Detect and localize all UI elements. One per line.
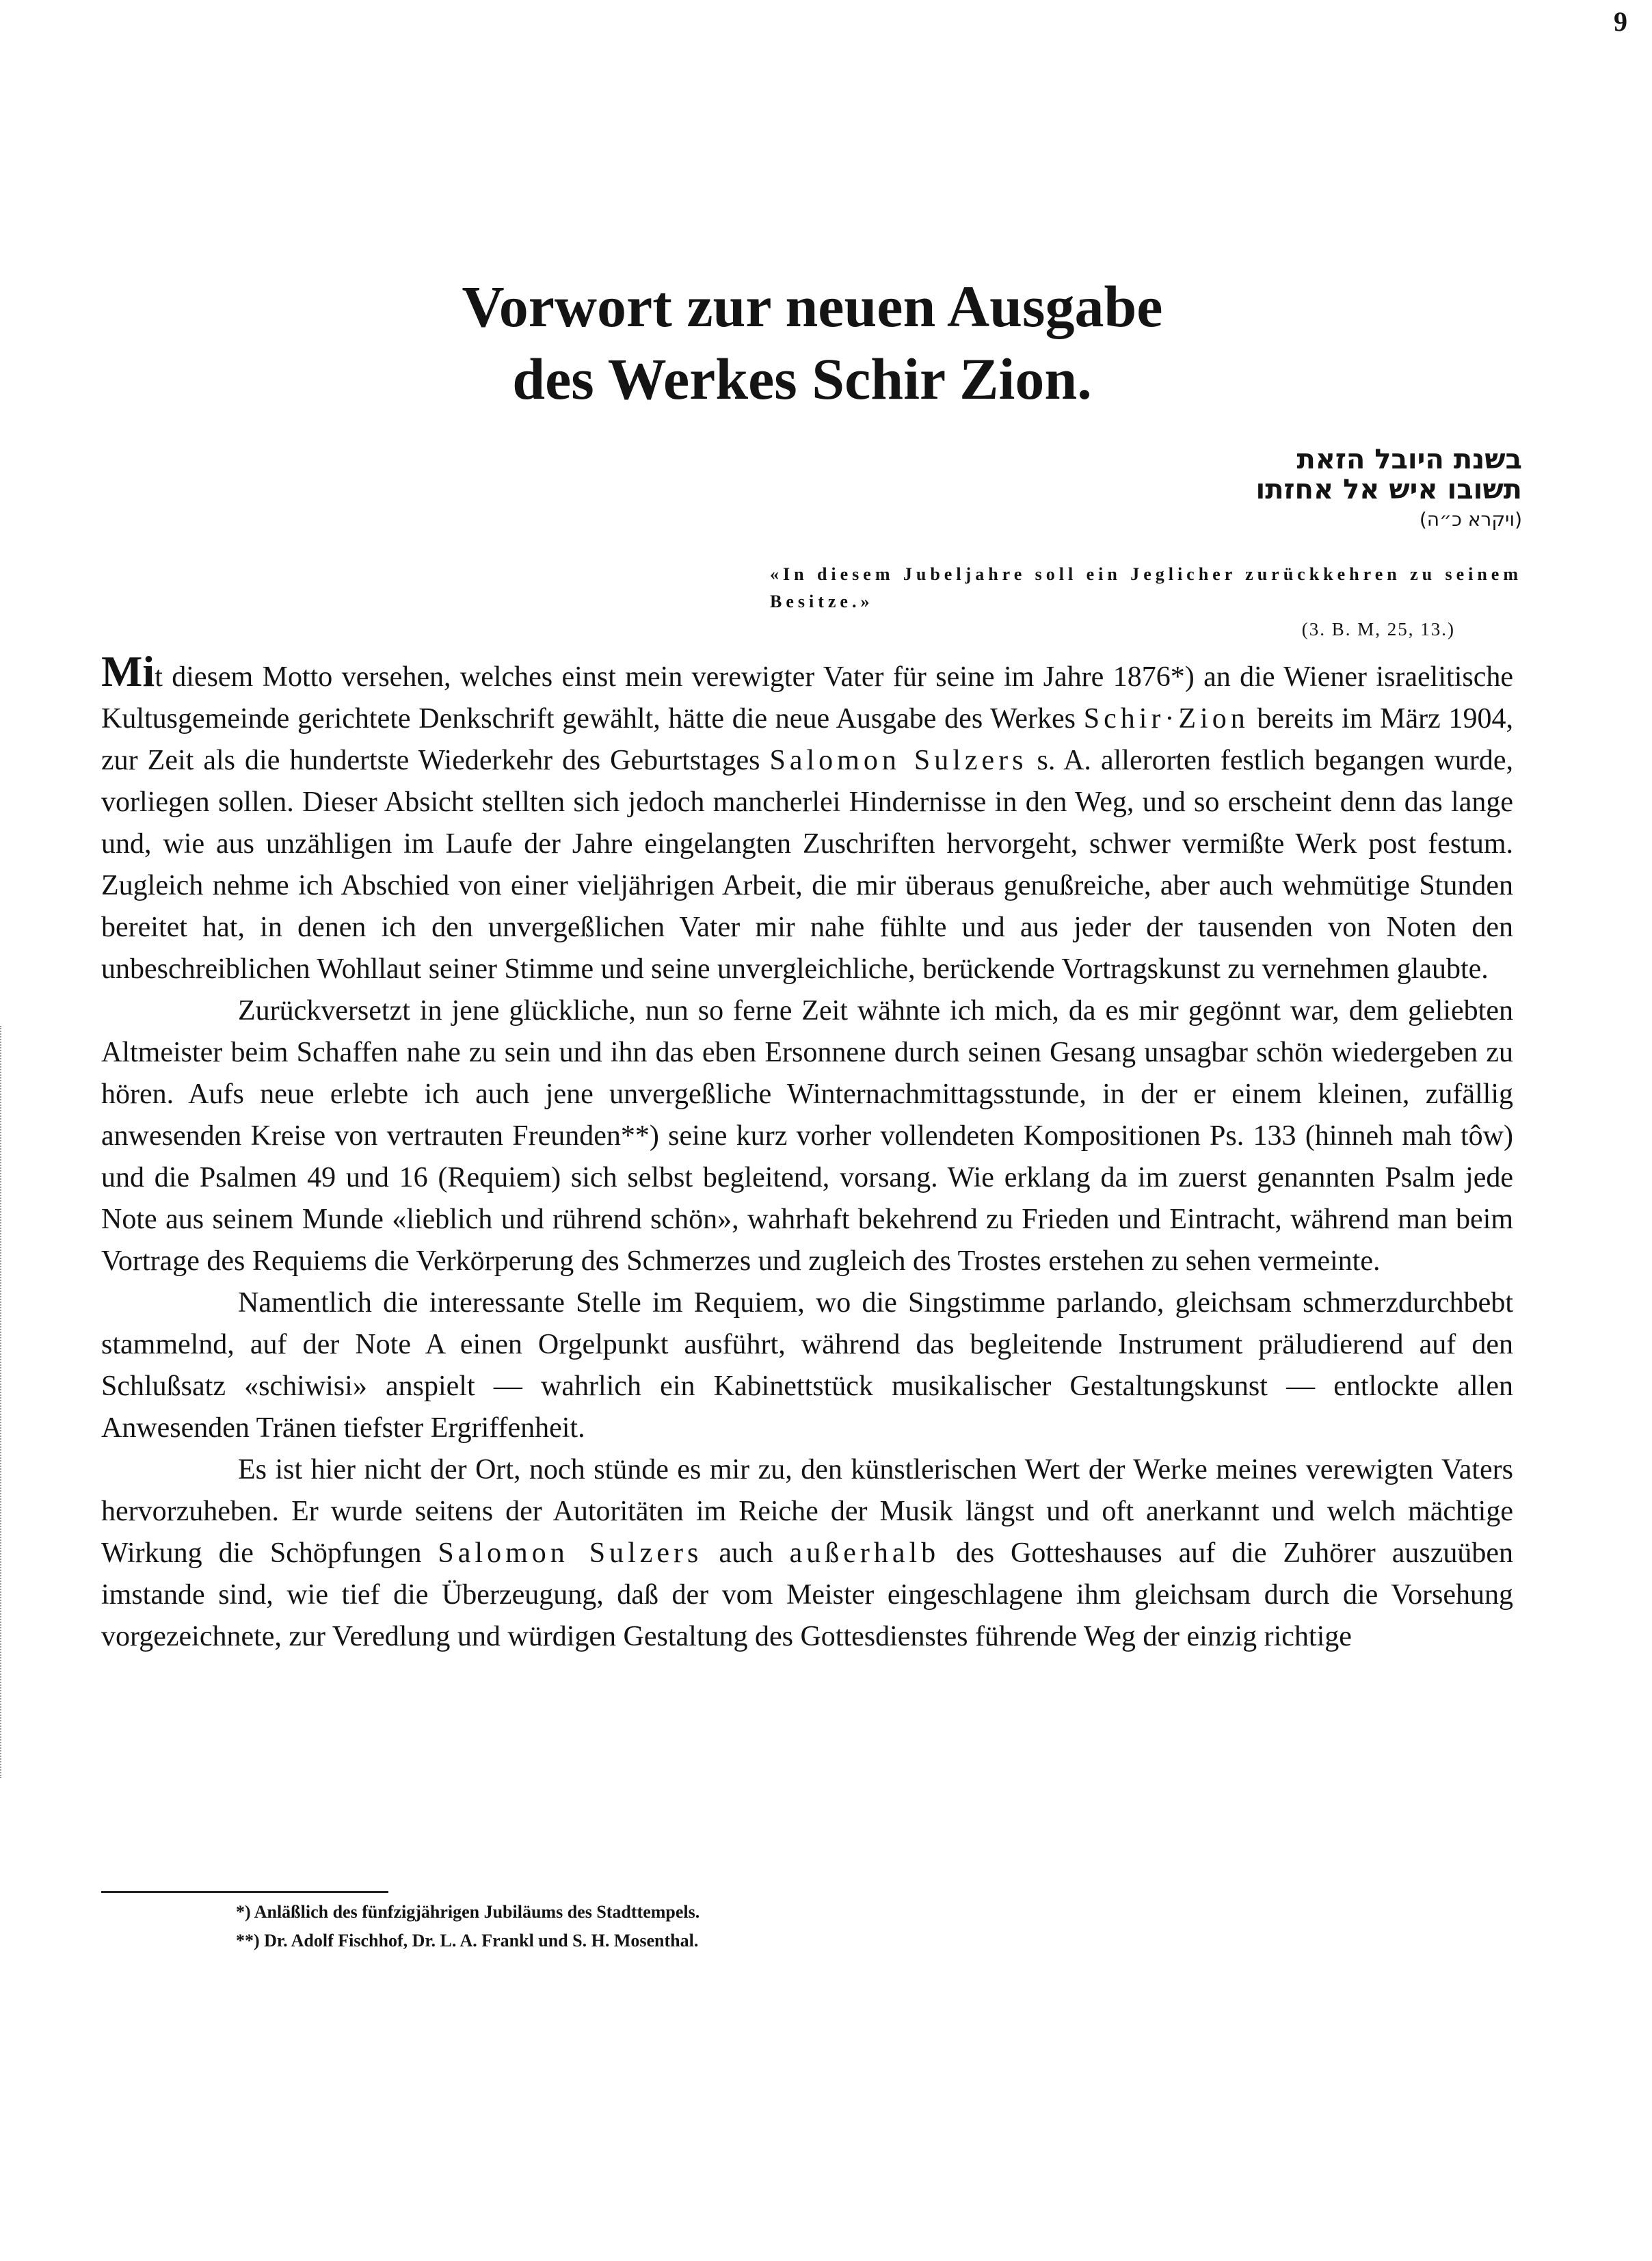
paragraph-3: Namentlich die interessante Stelle im Requiem, wo die Singstimme parlando, gleichsam schmerzdurchbebt stammelnd, auf der Note A einen Orgelpunkt ausführt, während das begleitende Instrument präludierend auf den Schlußsatz «schiwisi» anspielt — wahrlich ein Kabinettstück musikalischer Gestaltungskunst — entlockte allen Anwesenden Tränen tiefster Ergriffenheit.: [101, 1287, 1513, 1444]
page-number: 9: [1614, 6, 1627, 37]
footnote-1: *) Anläßlich des fünfzigjährigen Jubiläums des Stadttempels.: [236, 1902, 700, 1922]
paragraph-2: Zurückversetzt in jene glückliche, nun so ferne Zeit wähnte ich mich, da es mir gegönnt war, dem geliebten Altmeister beim Schaffen nahe zu sein und ihn das eben Ersonnene durch seinen Gesang unsagbar schön wiedergeben zu hören. Aufs neue erlebte ich auch jene unvergeßliche Winternachmittagsstunde, in der er einem kleinen, zufällig anwesenden Kreise von vertrauten Freunden**) seine kurz vorher vollendeten Kompositionen Ps. 133 (hinneh mah tôw) und die Psalmen 49 und 16 (Requiem) sich selbst begleitend, vorsang. Wie erklang da im zuerst genannten Psalm jede Note aus seinem Munde «lieblich und rührend schön», wahrhaft bekehrend zu Frieden und Eintracht, während man beim Vortrage des Requiems die Verkörperung des Schmerzes und zugleich des Trostes erstehen zu sehen vermeinte.: [101, 995, 1513, 1277]
paragraph-1-text-a: t diesem Motto versehen, welches einst mein verewigter Vater für seine im Jahre 1876*) an die Wiener israelitische Kultusgemeinde gerichtete Denkschrift gewählt, hätte die neue Ausgabe des Werkes: [101, 661, 1513, 735]
paragraph-1-text-c: s. A. allerorten festlich begangen wurde, vorliegen sollen. Dieser Absicht stellten sich jedoch mancherlei Hindernisse in den Weg, und so erscheint denn das lange und, wie aus unzähligen im Laufe der Jahre eingelangten Zuschriften hervorgeht, schwer vermißte Werk post festum. Zugleich nehme ich Abschied von einer vieljährigen Arbeit, die mir überaus genußreiche, aber auch wehmütige Stunden bereitet hat, in denen ich den unvergeßlichen Vater mir nahe fühlte und aus jeder der tausenden von Noten den unbeschreiblichen Wohllaut seiner Stimme und seine unvergleichliche, berückende Vortragskunst zu vernehmen glaubte.: [101, 745, 1513, 985]
composer-name: Salomon Sulzers: [438, 1537, 703, 1569]
title-line-2: des Werkes Schir Zion.: [512, 346, 1092, 412]
hebrew-motto-line-1: בשנת היובל הזאת: [1296, 444, 1522, 475]
composer-name: Salomon Sulzers: [769, 745, 1028, 776]
paragraph-4: [101, 1449, 1513, 1658]
body-text: [101, 647, 1513, 1658]
footnote-rule: [101, 1891, 388, 1893]
paragraph-1: [101, 647, 1513, 990]
hebrew-motto-line-2: תשובו איש אל אחזתו: [1255, 474, 1522, 505]
hebrew-motto-reference: (ויקרא כ״ה): [1419, 508, 1522, 531]
title-line-1: Vorwort zur neuen Ausgabe: [462, 274, 1163, 339]
footnotes: [236, 1898, 700, 1955]
page-title: [0, 270, 1652, 415]
paragraph-1-text-b: bereits im März 1904, zur Zeit als die hundertste Wiederkehr des Geburtstages: [101, 703, 1513, 776]
emphasis-ausserhalb: außerhalb: [789, 1537, 940, 1569]
paragraph-4-text-c: des Gotteshauses auf die Zuhörer auszuüben imstande sind, wie tief die Überzeugung, daß der vom Meister eingeschlagene ihm gleichsam durch die Vorsehung vorgezeichnete, zur Veredlung und würdigen Gestaltung des Gottesdienstes führende Weg der einzig richtige: [101, 1537, 1513, 1652]
footnote-2: **) Dr. Adolf Fischhof, Dr. L. A. Frankl und S. H. Mosenthal.: [236, 1931, 699, 1951]
work-title-schir-zion: Schir·Zion: [1083, 703, 1249, 735]
german-motto: «In diesem Jubeljahre soll ein Jeglicher zurückkehren zu seinem Besitze.»: [770, 564, 1522, 611]
hebrew-motto: [1167, 445, 1522, 535]
scan-edge-mark: [0, 1026, 8, 1778]
drop-cap: Mi: [101, 647, 155, 696]
paragraph-4-text-a: Es ist hier nicht der Ort, noch stünde es mir zu, den künstlerischen Wert der Werke meines verewigten Vaters hervorzuheben. Er wurde seitens der Autoritäten im Reiche der Musik längst und oft anerkannt und welch mächtige Wirkung die Schöpfungen: [101, 1454, 1513, 1569]
motto-citation: (3. B. M, 25, 13.): [1301, 619, 1455, 639]
paragraph-4-text-b: auch: [702, 1537, 790, 1569]
